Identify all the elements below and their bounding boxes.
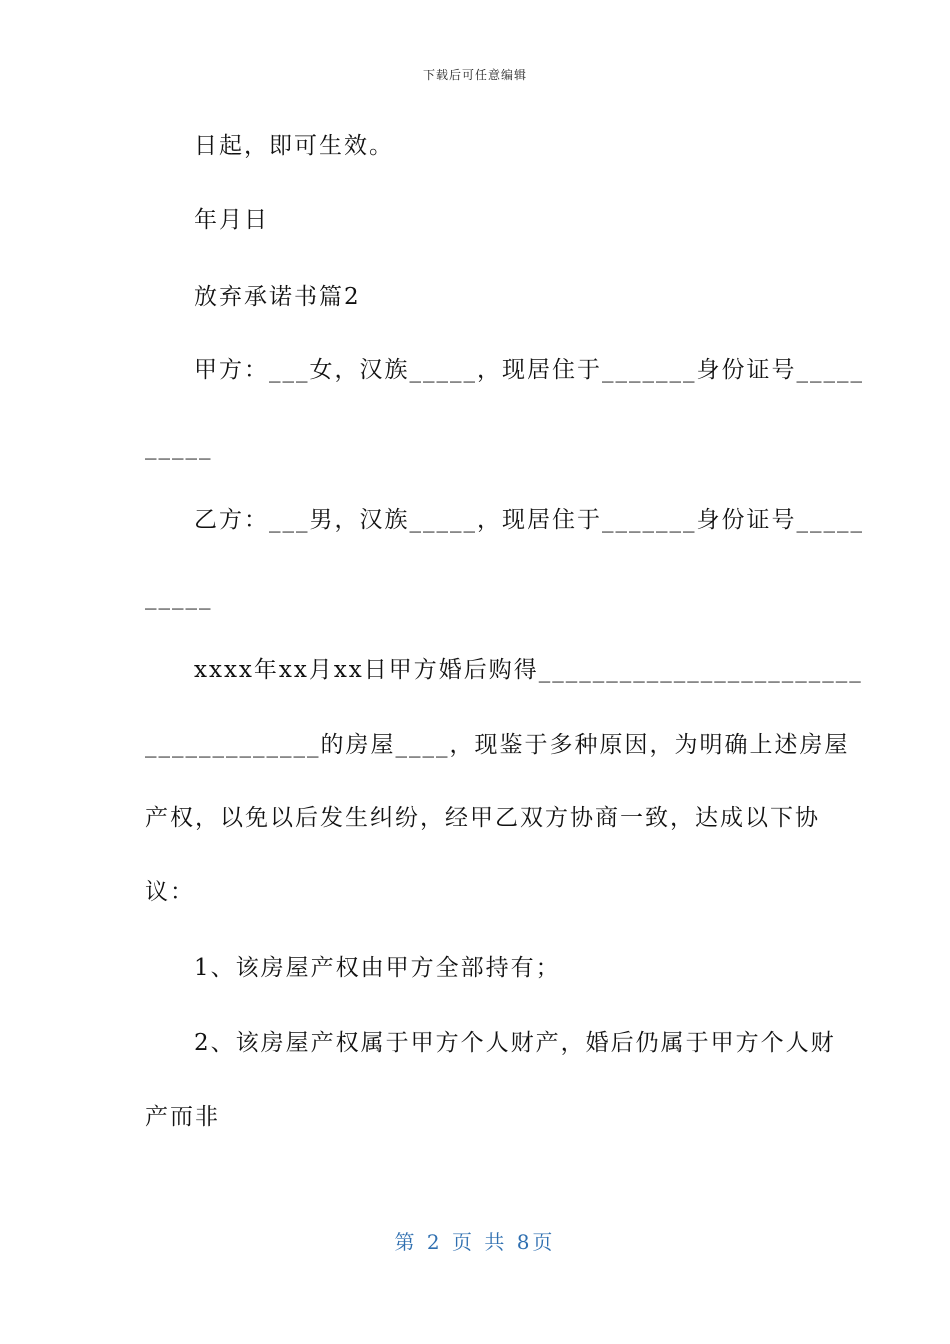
party-a-line-cont: _____ [145,434,213,460]
body-line-1: 日起，即可生效。 [194,133,394,159]
party-a-line: 甲方：___女，汉族_____，现居住于_______身份证号_____ [194,357,864,383]
party-b-line: 乙方：___男，汉族_____，现居住于_______身份证号_____ [194,507,864,533]
page-header: 下载后可任意编辑 [422,68,527,82]
purchase-line-cont-1: _____________的房屋____，现鉴于多种原因，为明确上述房屋 [145,732,850,758]
clause-1: 1、该房屋产权由甲方全部持有； [194,955,561,981]
purchase-line-cont-3: 议： [145,879,195,905]
purchase-line-cont-2: 产权，以免以后发生纠纷，经甲乙双方协商一致，达成以下协 [145,805,820,831]
section-heading: 放弃承诺书篇2 [194,284,361,310]
clause-2-cont: 产而非 [145,1104,220,1130]
page-footer: 第 2 页 共 8页 [394,1230,556,1254]
clause-2: 2、该房屋产权属于甲方个人财产，婚后仍属于甲方个人财 [194,1030,836,1056]
party-b-line-cont: _____ [145,584,213,610]
body-line-2: 年月日 [194,207,269,233]
purchase-line: xxxx年xx月xx日甲方婚后购得________________________ [194,657,863,683]
